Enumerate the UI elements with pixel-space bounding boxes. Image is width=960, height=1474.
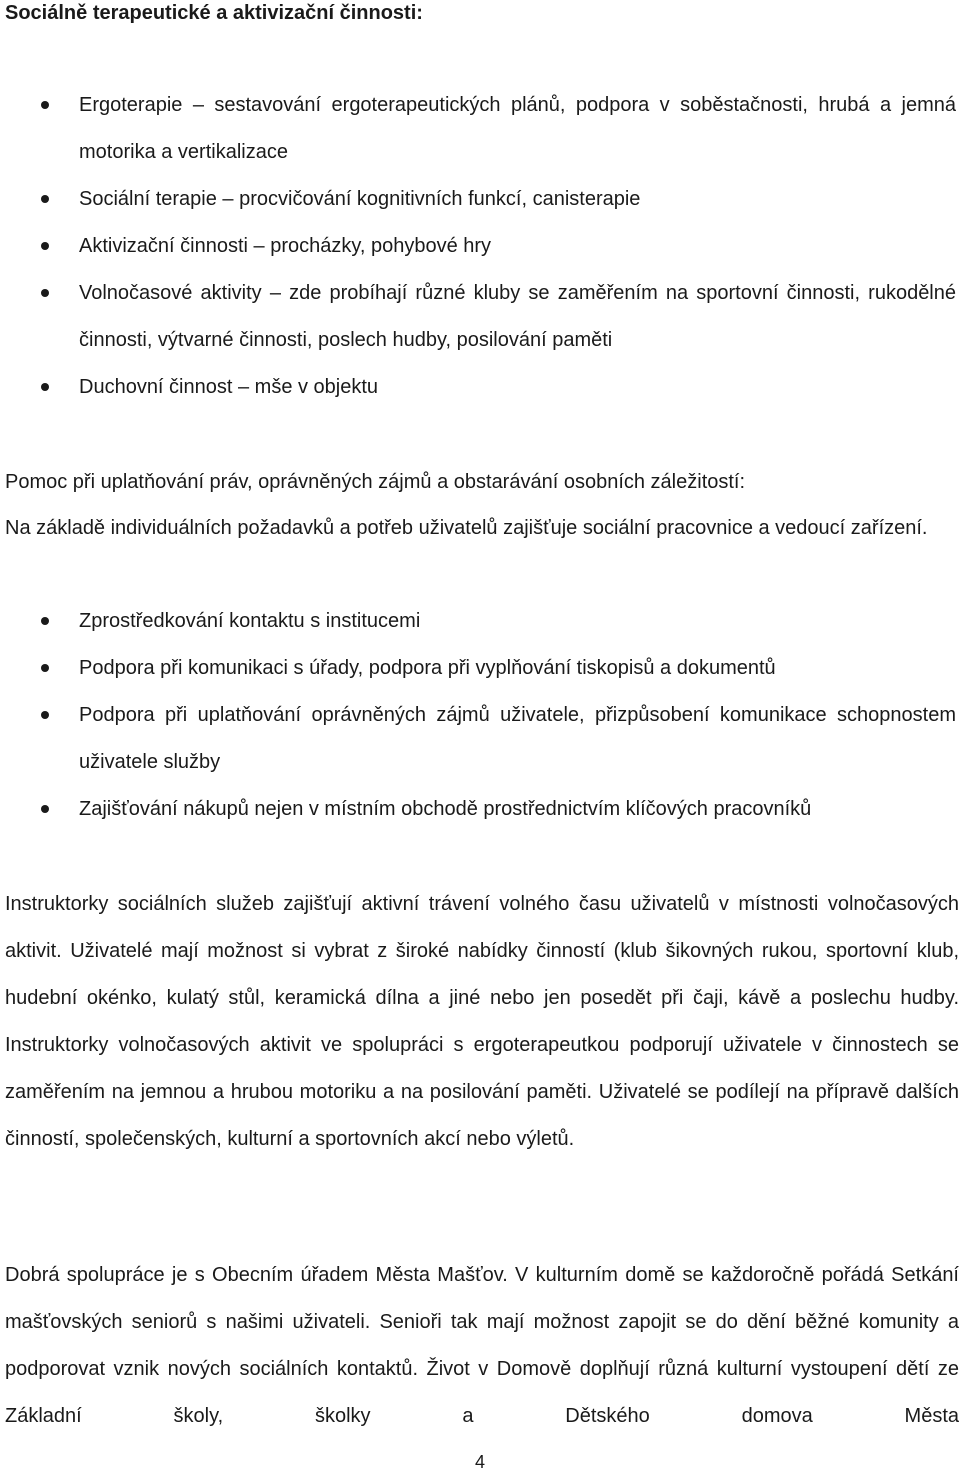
page-number: 4 <box>474 1452 485 1472</box>
bullet-icon <box>41 383 49 391</box>
list-item <box>0 598 960 645</box>
list-item-text: Zajišťování nákupů nejen v místním obchodě prostřednictvím klíčových pracovníků <box>79 798 812 820</box>
bullet-icon <box>41 289 49 297</box>
list-item-text: Duchovní činnost – mše v objektu <box>79 376 379 398</box>
list-item-text: Volnočasové aktivity – zde probíhají různé kluby se zaměřením na sportovní činnosti, rukodělné činnosti, výtvarné činnosti, poslech hudby, posilování paměti <box>79 282 956 351</box>
list-item <box>0 786 960 833</box>
rights-heading: Pomoc při uplatňování práv, oprávněných zájmů a obstarávání osobních záležitostí: <box>5 471 746 493</box>
rights-list <box>0 598 960 833</box>
list-item <box>0 645 960 692</box>
rights-intro: Na základě individuálních požadavků a potřeb uživatelů zajišťuje sociální pracovnice a vedoucí zařízení. <box>5 517 928 539</box>
bullet-icon <box>41 195 49 203</box>
list-item-text: Ergoterapie – sestavování ergoterapeutických plánů, podpora v soběstačnosti, hrubá a jemná motorika a vertikalizace <box>79 94 956 163</box>
list-item-text: Zprostředkování kontaktu s institucemi <box>79 610 421 632</box>
cooperation-paragraph: Dobrá spolupráce je s Obecním úřadem Města Mašťov. V kulturním domě se každoročně pořádá Setkání mašťovských seniorů s našimi uživateli. Senioři tak mají možnost zapojit se do dění běžné komunity a podporovat vznik nových sociálních kontaktů. Život v Domově doplňují různá kulturní vystoupení dětí ze Základní školy, školky a Dětského domova Města <box>5 1264 959 1427</box>
list-item-text: Sociální terapie – procvičování kognitivních funkcí, canisterapie <box>79 188 641 210</box>
bullet-icon <box>41 664 49 672</box>
section-heading: Sociálně terapeutické a aktivizační činnosti: <box>5 2 423 24</box>
bullet-icon <box>41 242 49 250</box>
instructors-paragraph: Instruktorky sociálních služeb zajišťují aktivní trávení volného času uživatelů v místnosti volnočasových aktivit. Uživatelé mají možnost si vybrat z široké nabídky činností (klub šikovných rukou, sportovní klub, hudební okénko, kulatý stůl, keramická dílna a jiné nebo jen posedět při čaji, kávě a poslechu hudby. Instruktorky volnočasových aktivit ve spolupráci s ergoterapeutkou podporují uživatele v činnostech se zaměřením na jemnou a hrubou motoriku a na posilování paměti. Uživatelé se podílejí na přípravě dalších činností, společenských, kulturní a sportovních akcí nebo výletů. <box>5 893 959 1150</box>
list-item <box>0 223 960 270</box>
bullet-icon <box>41 805 49 813</box>
activities-list <box>0 82 960 411</box>
list-item <box>0 364 960 411</box>
bullet-icon <box>41 617 49 625</box>
bullet-icon <box>41 711 49 719</box>
list-item-text: Podpora při uplatňování oprávněných zájmů uživatele, přizpůsobení komunikace schopnostem uživatele služby <box>79 704 956 773</box>
list-item-text: Aktivizační činnosti – procházky, pohybové hry <box>79 235 492 257</box>
list-item <box>0 270 960 364</box>
bullet-icon <box>41 101 49 109</box>
list-item <box>0 82 960 176</box>
list-item-text: Podpora při komunikaci s úřady, podpora při vyplňování tiskopisů a dokumentů <box>79 657 776 679</box>
list-item <box>0 692 960 786</box>
list-item <box>0 176 960 223</box>
